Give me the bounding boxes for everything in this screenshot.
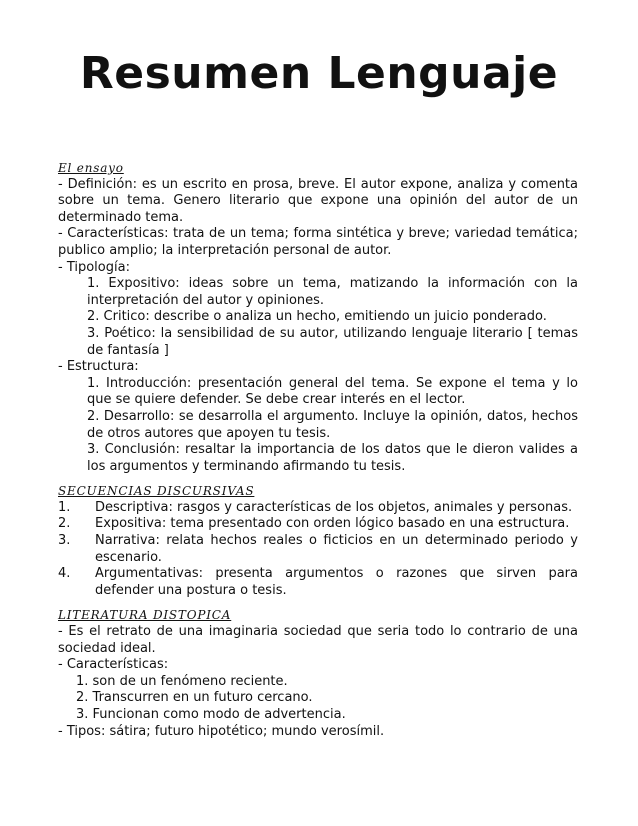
- tipologia-label: - Tipología:: [58, 259, 130, 275]
- section-heading-ensayo: El ensayo: [58, 161, 124, 175]
- estructura-item: 1. Introducción: presentación general del tema. Se expone el tema y lo que se quiere defender. Se debe crear interés en el lector.: [87, 375, 578, 408]
- secuencia-item: [58, 516, 578, 533]
- distopica-tipos: - Tipos: sátira; futuro hipotético; mundo verosímil.: [58, 723, 385, 739]
- item-text: Narrativa: relata hechos reales o ficticios en un determinado periodo y escenario.: [95, 533, 578, 565]
- ensayo-definicion: - Definición: es un escrito en prosa, breve. El autor expone, analiza y comenta sobre un tema. Genero literario que expone una opinión del autor de un determinado tema.: [58, 176, 578, 225]
- ensayo-caracteristicas: - Características: trata de un tema; forma sintética y breve; variedad temática; publico amplio; la interpretación personal de autor.: [58, 226, 578, 258]
- item-number: 2.: [58, 516, 71, 532]
- estructura-item: 2. Desarrollo: se desarrolla el argumento. Incluye la opinión, datos, hechos de otros autores que apoyen tu tesis.: [87, 408, 578, 441]
- item-number: 1.: [58, 499, 71, 515]
- section-heading-secuencias: SECUENCIAS DISCURSIVAS: [58, 484, 255, 499]
- item-text: Expositiva: tema presentado con orden lógico basado en una estructura.: [95, 516, 570, 532]
- distopica-caracteristica-item: 3. Funcionan como modo de advertencia.: [76, 707, 346, 722]
- item-number: 3.: [58, 533, 71, 549]
- tipologia-item: 3. Poético: la sensibilidad de su autor, utilizando lenguaje literario [ temas de fantasía ]: [87, 325, 578, 358]
- distopica-caracteristica-item: 2. Transcurren en un futuro cercano.: [76, 690, 313, 706]
- secuencia-item: [58, 566, 578, 599]
- distopica-caracteristica-item: 1. son de un fenómeno reciente.: [76, 673, 288, 689]
- page-title: Resumen Lenguaje: [79, 48, 559, 99]
- document-body: [58, 160, 578, 740]
- estructura-item: 3. Conclusión: resaltar la importancia de los datos que le dieron valides a los argumentos y terminando afirmando tu tesis.: [87, 442, 578, 474]
- estructura-label: - Estructura:: [58, 359, 139, 375]
- secuencia-item: [58, 533, 578, 566]
- tipologia-item: 1. Expositivo: ideas sobre un tema, matizando la información con la interpretación del autor y opiniones.: [87, 276, 578, 308]
- secuencia-item: [58, 500, 578, 517]
- section-heading-distopica: LITERATURA DISTOPICA: [58, 608, 232, 623]
- item-text: Argumentativas: presenta argumentos o razones que sirven para defender una postura o tesis.: [95, 566, 578, 598]
- distopica-definicion: - Es el retrato de una imaginaria sociedad que seria todo lo contrario de una sociedad ideal.: [58, 624, 578, 656]
- item-number: 4.: [58, 566, 71, 582]
- tipologia-item: 2. Critico: describe o analiza un hecho, emitiendo un juicio ponderado.: [87, 309, 547, 325]
- item-text: Descriptiva: rasgos y características de los objetos, animales y personas.: [95, 499, 573, 515]
- distopica-caracteristicas-label: - Características:: [58, 657, 169, 673]
